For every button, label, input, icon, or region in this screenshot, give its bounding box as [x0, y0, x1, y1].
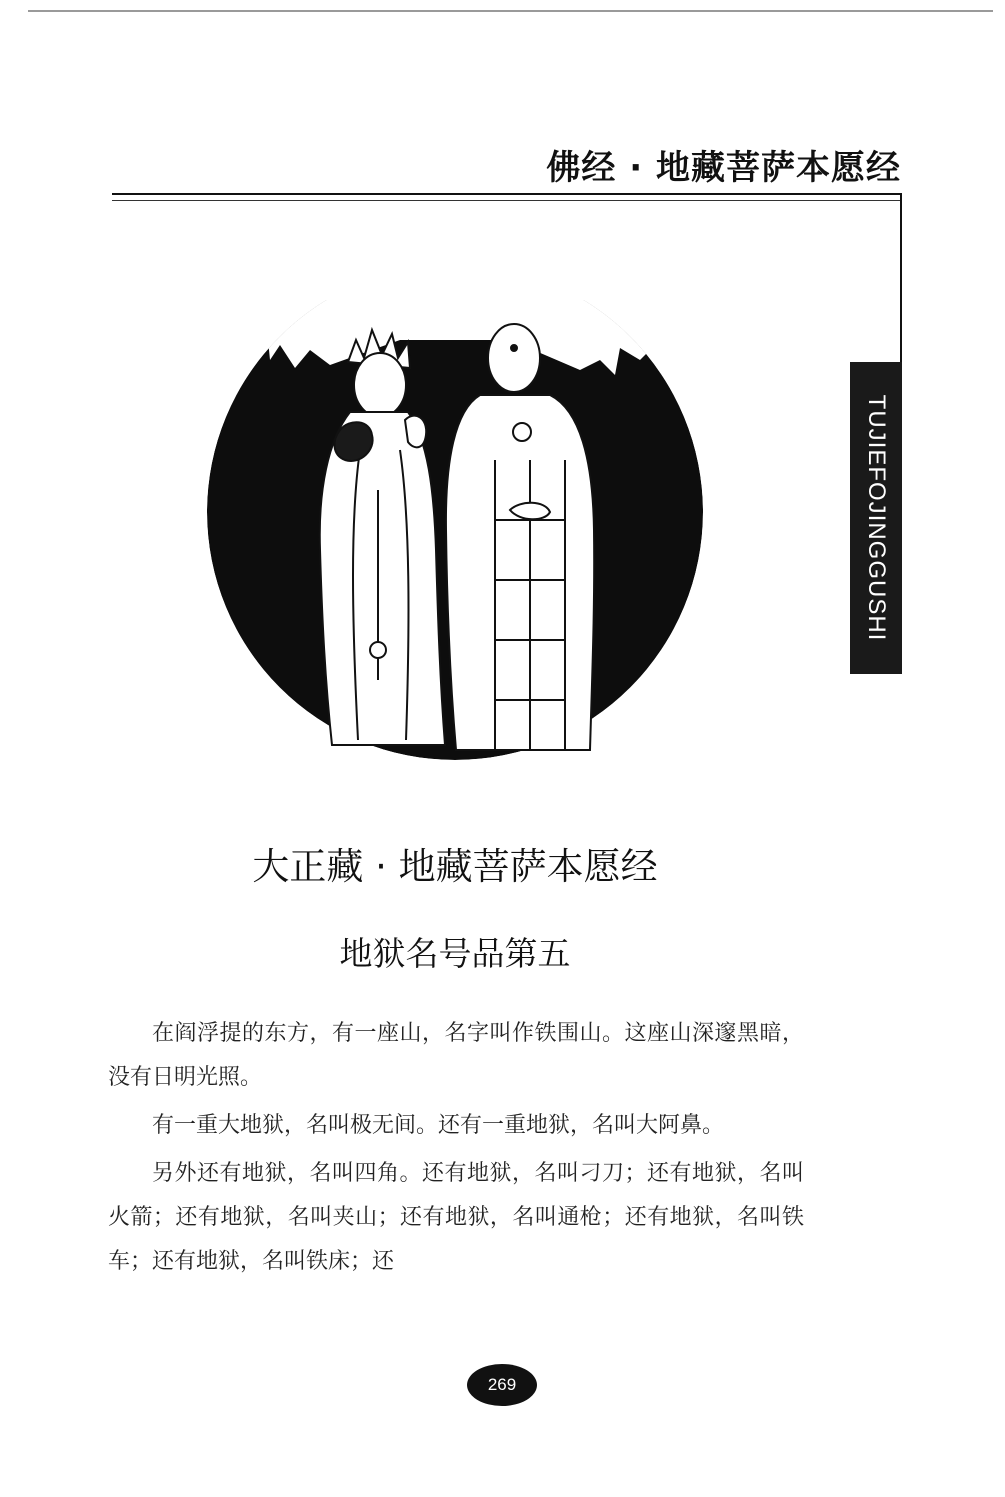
bodhisattva-pair-illustration — [200, 300, 710, 760]
top-rule — [28, 10, 993, 12]
side-tab-label: TUJIEFOJINGGUSHI — [863, 394, 890, 642]
header-rule-secondary — [112, 200, 902, 201]
side-rule — [900, 193, 902, 363]
chapter-title: 地狱名号品第五 — [339, 934, 571, 973]
paragraph: 有一重大地狱，名叫极无间。还有一重地狱，名叫大阿鼻。 — [152, 1113, 725, 1138]
paragraph: 另外还有地狱，名叫四角。还有地狱，名叫刁刀；还有地狱，名叫火箭；还有地狱，名叫夹山；还有地狱，名叫通枪；还有地狱，名叫铁车；还有地狱，名叫铁床；还 — [108, 1161, 804, 1274]
header-rule — [112, 193, 902, 195]
page-number-badge: 269 — [467, 1364, 537, 1406]
paragraph: 在阎浮提的东方，有一座山，名字叫作铁围山。这座山深邃黑暗，没有日明光照。 — [108, 1021, 804, 1090]
main-title: 大正藏 · 地藏菩萨本愿经 — [252, 845, 658, 888]
body-text — [108, 1012, 804, 1288]
running-header-title: 佛经 · 地藏菩萨本愿经 — [546, 148, 901, 188]
side-tab — [850, 362, 902, 674]
